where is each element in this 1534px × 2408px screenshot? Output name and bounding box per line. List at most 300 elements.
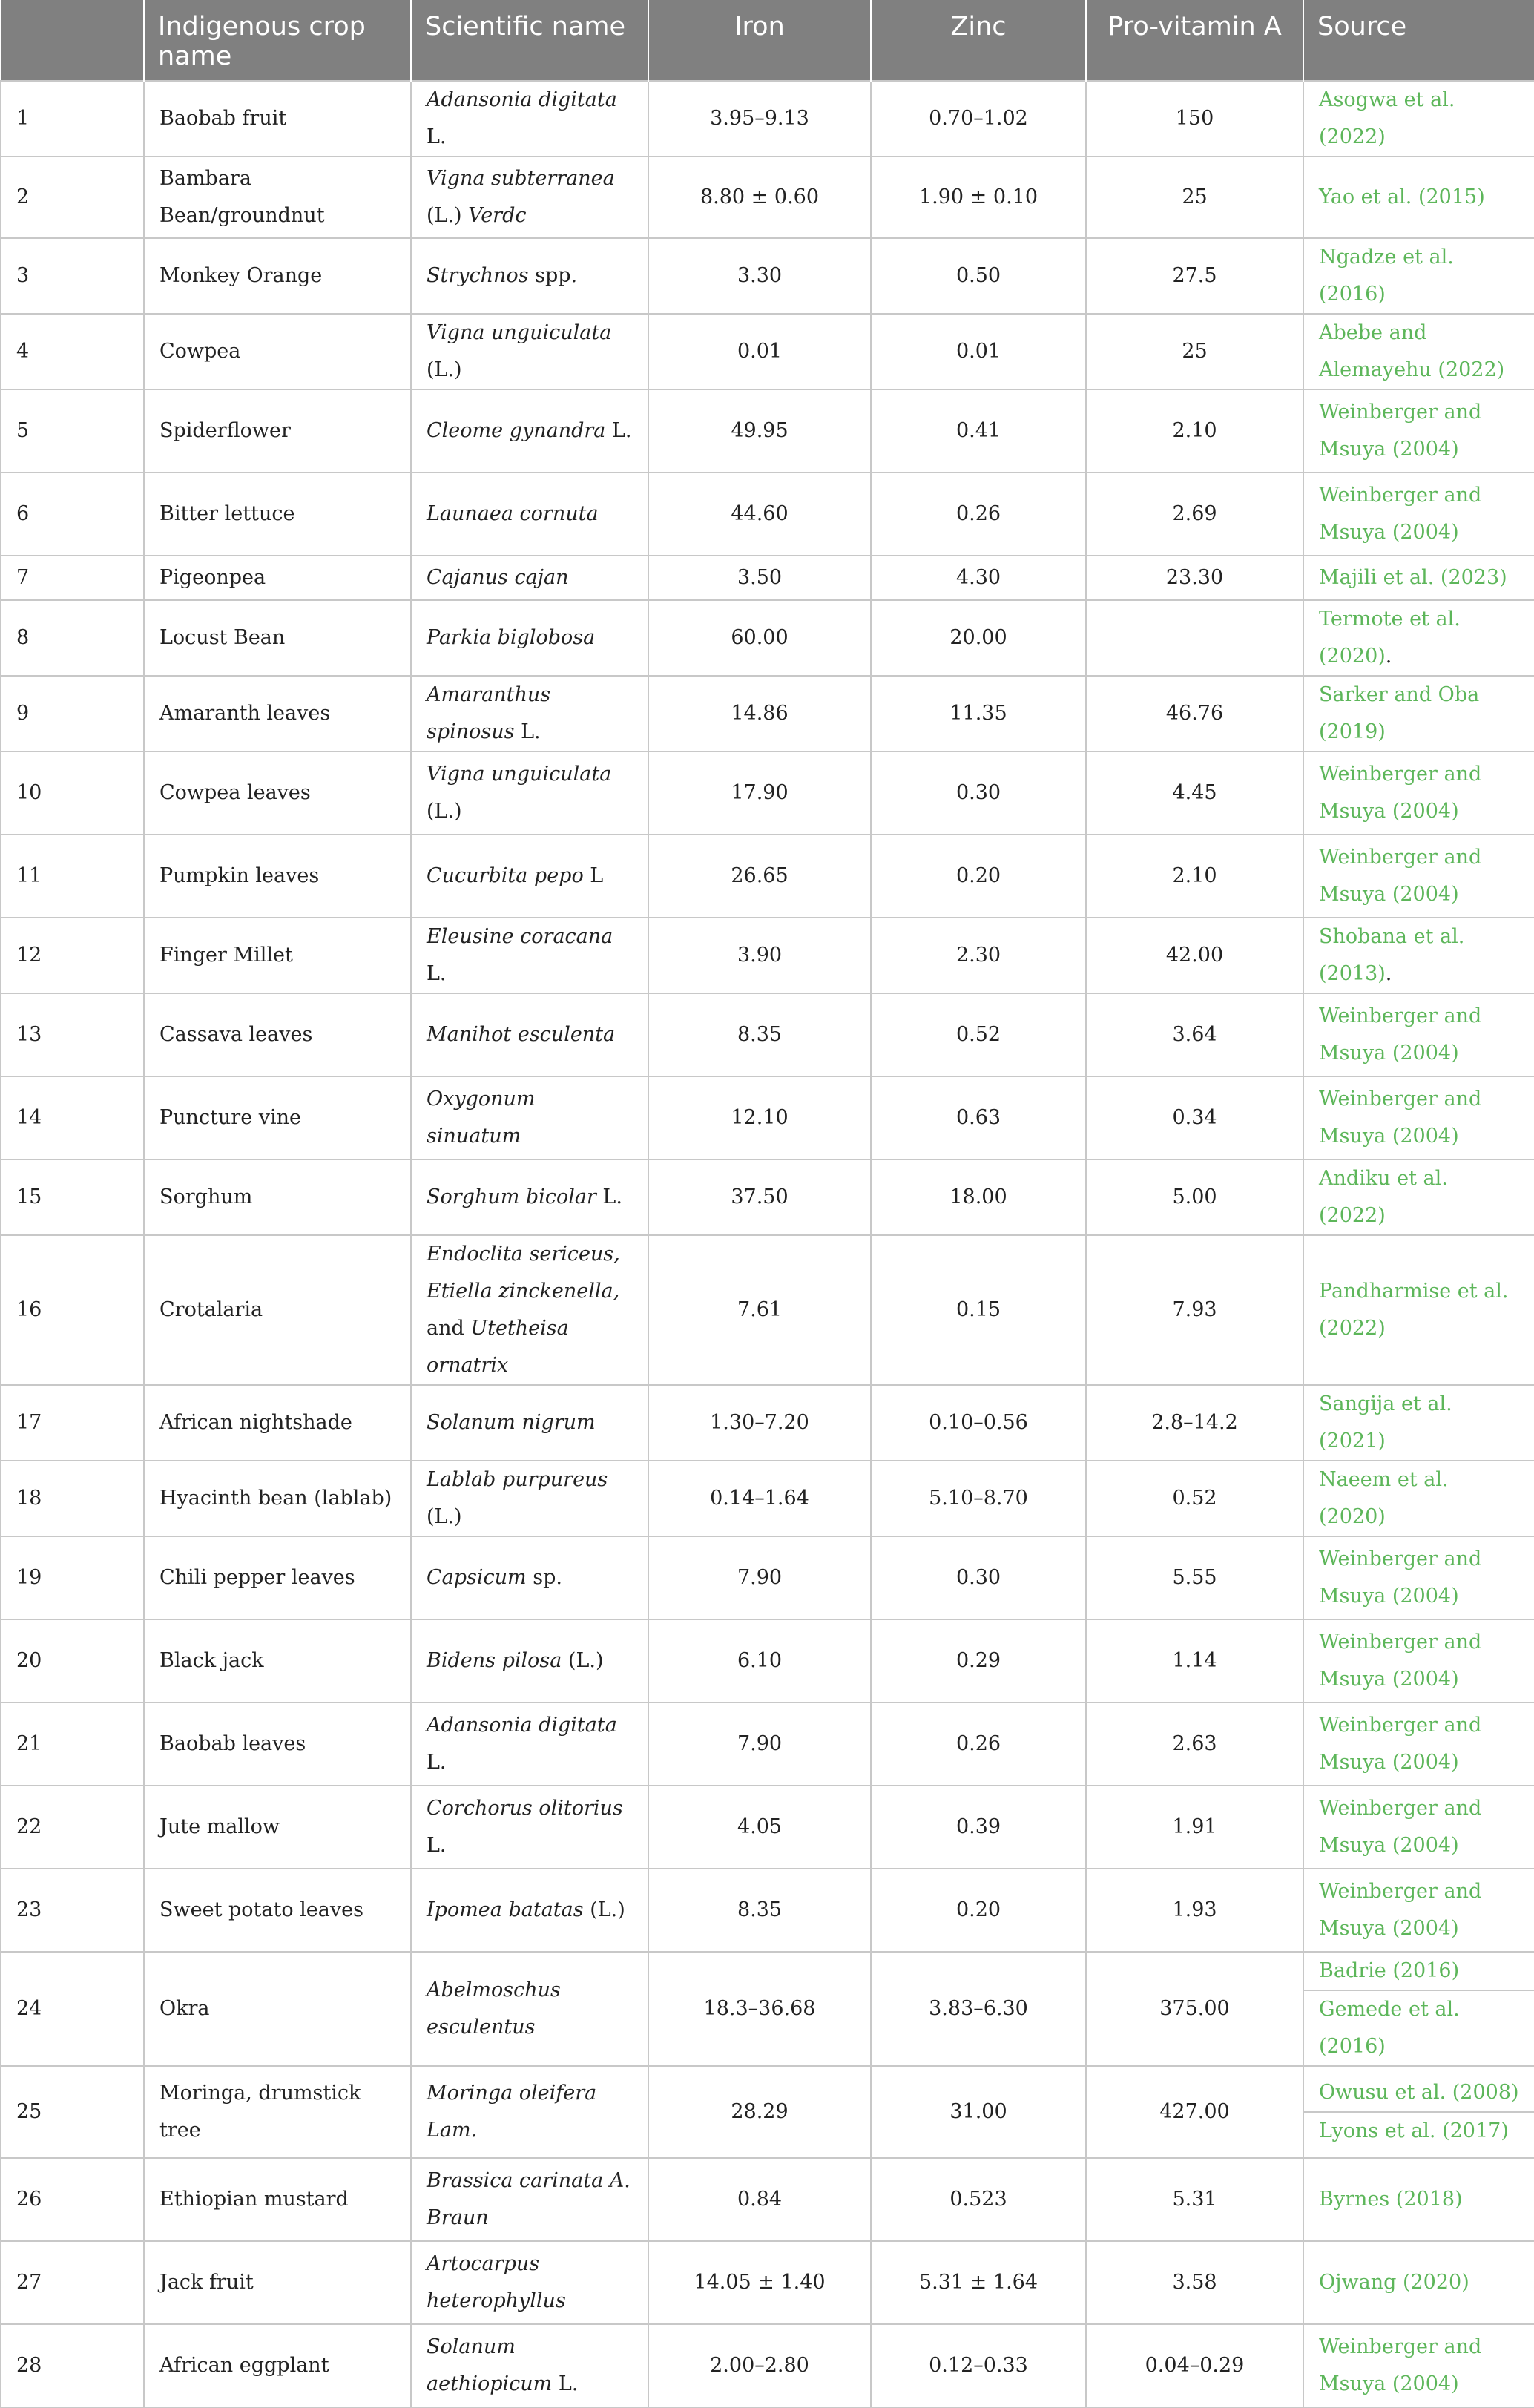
zinc-value: 0.523 (871, 2158, 1086, 2241)
iron-value: 3.95–9.13 (648, 81, 871, 157)
table-row (1, 1786, 1534, 1869)
scientific-name-author: spp. (528, 264, 578, 287)
crop-name: Hyacinth bean (lablab) (144, 1461, 411, 1536)
table-row (1, 1159, 1534, 1235)
source-cell (1303, 81, 1534, 157)
scientific-name (411, 1536, 648, 1619)
pro-vitamin-a-value: 1.93 (1086, 1869, 1303, 1952)
scientific-name (411, 1159, 648, 1235)
iron-value: 1.30–7.20 (648, 1385, 871, 1461)
table-row (1, 238, 1534, 314)
scientific-name (411, 1703, 648, 1786)
row-number: 18 (1, 1461, 144, 1536)
pro-vitamin-a-value: 2.69 (1086, 473, 1303, 556)
source-link[interactable]: Weinberger and Msuya (2004) (1319, 1880, 1482, 1940)
crop-name: Ethiopian mustard (144, 2158, 411, 2241)
scientific-name (411, 676, 648, 751)
crop-name: Spiderflower (144, 389, 411, 473)
zinc-value: 0.01 (871, 314, 1086, 389)
zinc-value: 0.30 (871, 751, 1086, 835)
pro-vitamin-a-value: 3.58 (1086, 2241, 1303, 2324)
table-row (1, 1619, 1534, 1703)
zinc-value: 0.52 (871, 993, 1086, 1076)
zinc-value: 2.30 (871, 918, 1086, 993)
scientific-name (411, 1385, 648, 1461)
row-number: 14 (1, 1076, 144, 1159)
scientific-name-italic: Verdc (468, 204, 527, 227)
iron-value: 14.86 (648, 676, 871, 751)
pro-vitamin-a-value: 427.00 (1086, 2066, 1303, 2158)
source-cell (1303, 1703, 1534, 1786)
zinc-value: 0.63 (871, 1076, 1086, 1159)
iron-value: 14.05 ± 1.40 (648, 2241, 871, 2324)
table-row (1, 1703, 1534, 1786)
crop-name: Baobab fruit (144, 81, 411, 157)
scientific-name-author: L. (427, 1797, 630, 1857)
scientific-name-italic: Brassica carinata A. Braun (427, 2169, 631, 2229)
scientific-name (411, 1076, 648, 1159)
scientific-name-italic: Amaranthus spinosus (427, 683, 551, 743)
scientific-name-author: (L.) (562, 1649, 604, 1672)
row-number: 20 (1, 1619, 144, 1703)
source-cell (1303, 918, 1534, 993)
header-iron: Iron (648, 0, 871, 81)
source-cell (1303, 676, 1534, 751)
scientific-name-italic: Lablab purpureus (427, 1468, 608, 1491)
source-cell (1303, 2158, 1534, 2241)
source-cell (1303, 1536, 1534, 1619)
table-body (1, 81, 1534, 2407)
scientific-name-italic: Parkia biglobosa (427, 626, 596, 649)
crop-name: Baobab leaves (144, 1703, 411, 1786)
pro-vitamin-a-value: 5.55 (1086, 1536, 1303, 1619)
scientific-name-author: L. (427, 88, 624, 148)
source-period: . (1385, 962, 1392, 985)
source-link[interactable]: Pandharmise et al. (2022) (1319, 1280, 1509, 1340)
iron-value: 0.14–1.64 (648, 1461, 871, 1536)
scientific-name-italic: Manihot esculenta (427, 1023, 616, 1046)
scientific-name (411, 157, 648, 238)
scientific-name-italic: Ipomea batatas (427, 1898, 584, 1921)
row-number: 25 (1, 2066, 144, 2158)
source-link[interactable]: Lyons et al. (2017) (1304, 2111, 1534, 2150)
source-cell (1303, 835, 1534, 918)
scientific-name-author: L. (552, 2372, 579, 2395)
scientific-name-italic: Strychnos (427, 264, 529, 287)
source-link[interactable]: Weinberger and Msuya (2004) (1319, 1797, 1482, 1857)
scientific-name (411, 1869, 648, 1952)
row-number: 26 (1, 2158, 144, 2241)
scientific-name-italic: Vigna subterranea (427, 167, 615, 190)
scientific-name-italic: Oxygonum sinuatum (427, 1088, 536, 1148)
crop-name: Bambara Bean/groundnut (144, 157, 411, 238)
source-cell (1303, 600, 1534, 676)
header-scientific-name: Scientific name (411, 0, 648, 81)
crop-name: Cowpea (144, 314, 411, 389)
source-link[interactable]: Badrie (2016) (1319, 1959, 1460, 1982)
pro-vitamin-a-value: 150 (1086, 81, 1303, 157)
scientific-name (411, 238, 648, 314)
row-number: 2 (1, 157, 144, 238)
crop-name: Moringa, drumstick tree (144, 2066, 411, 2158)
source-cell (1303, 751, 1534, 835)
pro-vitamin-a-value: 3.64 (1086, 993, 1303, 1076)
crop-name: Finger Millet (144, 918, 411, 993)
table-row (1, 676, 1534, 751)
iron-value: 7.90 (648, 1536, 871, 1619)
source-cell (1303, 473, 1534, 556)
scientific-name-author: (L.) (427, 321, 618, 381)
table-row (1, 389, 1534, 473)
row-number: 17 (1, 1385, 144, 1461)
iron-value: 8.35 (648, 1869, 871, 1952)
scientific-name (411, 556, 648, 600)
crop-name: Sorghum (144, 1159, 411, 1235)
source-cell (1303, 1076, 1534, 1159)
row-number: 15 (1, 1159, 144, 1235)
source-link[interactable]: Ngadze et al. (2016) (1319, 246, 1454, 306)
scientific-name-italic: Launaea cornuta (427, 502, 599, 525)
iron-value: 60.00 (648, 600, 871, 676)
table-header (1, 0, 1534, 81)
pro-vitamin-a-value: 2.10 (1086, 835, 1303, 918)
scientific-name-italic: Endoclita sericeus, Etiella zinckenella, (427, 1243, 620, 1303)
pro-vitamin-a-value: 7.93 (1086, 1235, 1303, 1385)
row-number: 11 (1, 835, 144, 918)
pro-vitamin-a-value: 0.04–0.29 (1086, 2324, 1303, 2407)
source-link[interactable]: Andiku et al. (2022) (1319, 1167, 1448, 1227)
source-cell (1303, 1869, 1534, 1952)
zinc-value: 0.12–0.33 (871, 2324, 1086, 2407)
scientific-name-author: L. (596, 1185, 622, 1208)
row-number: 7 (1, 556, 144, 600)
scientific-name-italic: Moringa oleifera Lam. (427, 2082, 597, 2142)
scientific-name-author: (L.) (583, 1898, 625, 1921)
table-row (1, 2066, 1534, 2158)
source-link[interactable]: Weinberger and Msuya (2004) (1319, 846, 1482, 906)
scientific-name-italic: Adansonia digitata (427, 88, 617, 111)
zinc-value: 0.20 (871, 1869, 1086, 1952)
iron-value: 7.90 (648, 1703, 871, 1786)
source-link[interactable]: Weinberger and Msuya (2004) (1319, 1631, 1482, 1691)
scientific-name-italic: Sorghum bicolar (427, 1185, 596, 1208)
scientific-name-author: L. (605, 419, 632, 442)
source-cell (1303, 1786, 1534, 1869)
pro-vitamin-a-value: 23.30 (1086, 556, 1303, 600)
scientific-name-author: L. (427, 1714, 624, 1774)
table-row (1, 473, 1534, 556)
scientific-name (411, 2158, 648, 2241)
zinc-value: 0.26 (871, 1703, 1086, 1786)
table-row (1, 314, 1534, 389)
zinc-value: 0.39 (871, 1786, 1086, 1869)
scientific-name (411, 389, 648, 473)
row-number: 4 (1, 314, 144, 389)
table-row (1, 1076, 1534, 1159)
iron-value: 6.10 (648, 1619, 871, 1703)
scientific-name (411, 2324, 648, 2407)
pro-vitamin-a-value: 2.8–14.2 (1086, 1385, 1303, 1461)
row-number: 27 (1, 2241, 144, 2324)
crop-name: Chili pepper leaves (144, 1536, 411, 1619)
table-row (1, 993, 1534, 1076)
source-link[interactable]: Weinberger and Msuya (2004) (1319, 1714, 1482, 1774)
scientific-name (411, 314, 648, 389)
scientific-name-italic: Vigna unguiculata (427, 321, 612, 344)
scientific-name (411, 1619, 648, 1703)
source-link[interactable]: Weinberger and Msuya (2004) (1319, 763, 1482, 823)
pro-vitamin-a-value: 0.34 (1086, 1076, 1303, 1159)
pro-vitamin-a-value: 1.14 (1086, 1619, 1303, 1703)
scientific-name (411, 1952, 648, 2066)
iron-value: 28.29 (648, 2066, 871, 2158)
crop-name: Amaranth leaves (144, 676, 411, 751)
scientific-name-author: (L.) (427, 1468, 614, 1528)
source-link[interactable]: Owusu et al. (2008) (1319, 2081, 1519, 2104)
source-cell (1303, 1159, 1534, 1235)
source-cell (1303, 1461, 1534, 1536)
row-number: 1 (1, 81, 144, 157)
table-row (1, 1869, 1534, 1952)
zinc-value: 11.35 (871, 676, 1086, 751)
source-link[interactable]: Abebe and Alemayehu (2022) (1319, 321, 1505, 381)
table-row (1, 1536, 1534, 1619)
table-row (1, 157, 1534, 238)
table-row (1, 2324, 1534, 2407)
pro-vitamin-a-value: 42.00 (1086, 918, 1303, 993)
scientific-name-italic: Utetheisa ornatrix (427, 1317, 569, 1377)
source-cell (1303, 1385, 1534, 1461)
pro-vitamin-a-value: 4.45 (1086, 751, 1303, 835)
crop-name: Cassava leaves (144, 993, 411, 1076)
source-cell (1303, 2066, 1534, 2158)
scientific-name-italic: Cajanus cajan (427, 566, 569, 589)
iron-value: 26.65 (648, 835, 871, 918)
header-pro-vitamin-a: Pro-vitamin A (1086, 0, 1303, 81)
source-link[interactable]: Ojwang (2020) (1319, 2271, 1469, 2294)
crop-name: African nightshade (144, 1385, 411, 1461)
source-link[interactable]: Termote et al. (2020) (1319, 608, 1461, 668)
table-row (1, 600, 1534, 676)
table-row (1, 1461, 1534, 1536)
table-row (1, 556, 1534, 600)
pro-vitamin-a-value: 25 (1086, 314, 1303, 389)
source-period: . (1385, 645, 1392, 668)
iron-value: 44.60 (648, 473, 871, 556)
crop-name: Jute mallow (144, 1786, 411, 1869)
crop-name: Jack fruit (144, 2241, 411, 2324)
scientific-name-italic: Abelmoschus esculentus (427, 1978, 561, 2039)
iron-value: 3.90 (648, 918, 871, 993)
table-row (1, 751, 1534, 835)
source-cell (1303, 1619, 1534, 1703)
pro-vitamin-a-value: 27.5 (1086, 238, 1303, 314)
iron-value: 49.95 (648, 389, 871, 473)
table-row (1, 81, 1534, 157)
crop-name: Okra (144, 1952, 411, 2066)
row-number: 23 (1, 1869, 144, 1952)
row-number: 28 (1, 2324, 144, 2407)
iron-value: 17.90 (648, 751, 871, 835)
header-source: Source (1303, 0, 1534, 81)
header-number (1, 0, 144, 81)
table-row (1, 2158, 1534, 2241)
zinc-value: 5.31 ± 1.64 (871, 2241, 1086, 2324)
crop-name: African eggplant (144, 2324, 411, 2407)
scientific-name-italic: Adansonia digitata (427, 1714, 617, 1737)
scientific-name (411, 1786, 648, 1869)
scientific-name (411, 1235, 648, 1385)
pro-vitamin-a-value: 2.63 (1086, 1703, 1303, 1786)
crop-name: Pumpkin leaves (144, 835, 411, 918)
row-number: 9 (1, 676, 144, 751)
source-link[interactable]: Weinberger and Msuya (2004) (1319, 401, 1482, 461)
source-cell (1303, 157, 1534, 238)
source-cell (1303, 2241, 1534, 2324)
source-cell (1303, 314, 1534, 389)
scientific-name (411, 918, 648, 993)
table-row (1, 835, 1534, 918)
source-link[interactable]: Majili et al. (2023) (1319, 566, 1507, 589)
scientific-name-italic: Bidens pilosa (427, 1649, 562, 1672)
scientific-name (411, 1461, 648, 1536)
iron-value: 7.61 (648, 1235, 871, 1385)
source-link[interactable]: Sangija et al. (2021) (1319, 1392, 1452, 1453)
row-number: 19 (1, 1536, 144, 1619)
scientific-name-italic: Artocarpus heterophyllus (427, 2252, 566, 2312)
row-number: 8 (1, 600, 144, 676)
scientific-name (411, 751, 648, 835)
iron-value: 12.10 (648, 1076, 871, 1159)
crop-name: Pigeonpea (144, 556, 411, 600)
crop-name: Black jack (144, 1619, 411, 1703)
header-crop-name: Indigenous crop name (144, 0, 411, 81)
zinc-value: 1.90 ± 0.10 (871, 157, 1086, 238)
source-link[interactable]: Gemede et al. (2016) (1304, 1990, 1534, 2065)
row-number: 24 (1, 1952, 144, 2066)
iron-value: 8.35 (648, 993, 871, 1076)
zinc-value: 0.50 (871, 238, 1086, 314)
zinc-value: 20.00 (871, 600, 1086, 676)
scientific-name-author: sp. (526, 1566, 562, 1589)
scientific-name (411, 600, 648, 676)
table-row (1, 1952, 1534, 2066)
scientific-name (411, 993, 648, 1076)
scientific-name-author: and (427, 1280, 626, 1340)
source-link[interactable]: Weinberger and Msuya (2004) (1319, 1088, 1482, 1148)
zinc-value: 0.70–1.02 (871, 81, 1086, 157)
scientific-name-italic: Capsicum (427, 1566, 527, 1589)
pro-vitamin-a-value: 2.10 (1086, 389, 1303, 473)
iron-value: 4.05 (648, 1786, 871, 1869)
zinc-value: 0.20 (871, 835, 1086, 918)
source-cell (1303, 1952, 1534, 2066)
source-cell (1303, 2324, 1534, 2407)
iron-value: 0.84 (648, 2158, 871, 2241)
scientific-name (411, 835, 648, 918)
crop-name: Monkey Orange (144, 238, 411, 314)
header-zinc: Zinc (871, 0, 1086, 81)
source-link[interactable]: Weinberger and Msuya (2004) (1319, 484, 1482, 544)
crop-name: Crotalaria (144, 1235, 411, 1385)
source-link[interactable]: Sarker and Oba (2019) (1319, 683, 1480, 743)
zinc-value: 3.83–6.30 (871, 1952, 1086, 2066)
pro-vitamin-a-value: 0.52 (1086, 1461, 1303, 1536)
scientific-name-italic: Corchorus olitorius (427, 1797, 623, 1820)
scientific-name-italic: Cucurbita pepo (427, 864, 584, 887)
iron-value: 3.30 (648, 238, 871, 314)
crop-name: Sweet potato leaves (144, 1869, 411, 1952)
row-number: 16 (1, 1235, 144, 1385)
iron-value: 37.50 (648, 1159, 871, 1235)
source-link[interactable]: Byrnes (2018) (1319, 2188, 1463, 2211)
pro-vitamin-a-value: 25 (1086, 157, 1303, 238)
pro-vitamin-a-value (1086, 600, 1303, 676)
zinc-value: 0.30 (871, 1536, 1086, 1619)
row-number: 21 (1, 1703, 144, 1786)
scientific-name-italic: Eleusine coracana (427, 925, 613, 948)
source-link[interactable]: Naeem et al. (2020) (1319, 1468, 1449, 1528)
table-row (1, 2241, 1534, 2324)
scientific-name-author: L. (427, 925, 619, 985)
table-row (1, 1235, 1534, 1385)
pro-vitamin-a-value: 5.00 (1086, 1159, 1303, 1235)
source-link[interactable]: Yao et al. (2015) (1319, 185, 1485, 208)
source-link[interactable]: Weinberger and Msuya (2004) (1319, 1547, 1482, 1608)
iron-value: 2.00–2.80 (648, 2324, 871, 2407)
iron-value: 18.3–36.68 (648, 1952, 871, 2066)
row-number: 10 (1, 751, 144, 835)
source-link[interactable]: Shobana et al. (2013) (1319, 925, 1465, 985)
crop-name: Bitter lettuce (144, 473, 411, 556)
crop-name: Cowpea leaves (144, 751, 411, 835)
scientific-name (411, 473, 648, 556)
scientific-name-italic: Cleome gynandra (427, 419, 606, 442)
scientific-name-author: (L.) (427, 167, 622, 227)
zinc-value: 0.29 (871, 1619, 1086, 1703)
scientific-name-italic: Solanum nigrum (427, 1411, 596, 1434)
table-row (1, 1385, 1534, 1461)
row-number: 6 (1, 473, 144, 556)
crop-name: Locust Bean (144, 600, 411, 676)
row-number: 12 (1, 918, 144, 993)
scientific-name-author: L (583, 864, 604, 887)
source-cell (1303, 238, 1534, 314)
scientific-name (411, 2066, 648, 2158)
scientific-name (411, 2241, 648, 2324)
zinc-value: 31.00 (871, 2066, 1086, 2158)
pro-vitamin-a-value: 1.91 (1086, 1786, 1303, 1869)
source-cell (1303, 1235, 1534, 1385)
row-number: 5 (1, 389, 144, 473)
pro-vitamin-a-value: 5.31 (1086, 2158, 1303, 2241)
row-number: 13 (1, 993, 144, 1076)
scientific-name-author: (L.) (427, 763, 618, 823)
zinc-value: 0.15 (871, 1235, 1086, 1385)
source-link[interactable]: Asogwa et al. (2022) (1319, 88, 1455, 148)
table-row (1, 918, 1534, 993)
zinc-value: 18.00 (871, 1159, 1086, 1235)
iron-value: 8.80 ± 0.60 (648, 157, 871, 238)
source-link[interactable]: Weinberger and Msuya (2004) (1319, 2335, 1482, 2395)
zinc-value: 0.10–0.56 (871, 1385, 1086, 1461)
scientific-name-italic: Solanum aethiopicum (427, 2335, 553, 2395)
iron-value: 3.50 (648, 556, 871, 600)
zinc-value: 0.41 (871, 389, 1086, 473)
pro-vitamin-a-value: 46.76 (1086, 676, 1303, 751)
source-cell (1303, 993, 1534, 1076)
source-link[interactable]: Weinberger and Msuya (2004) (1319, 1004, 1482, 1065)
